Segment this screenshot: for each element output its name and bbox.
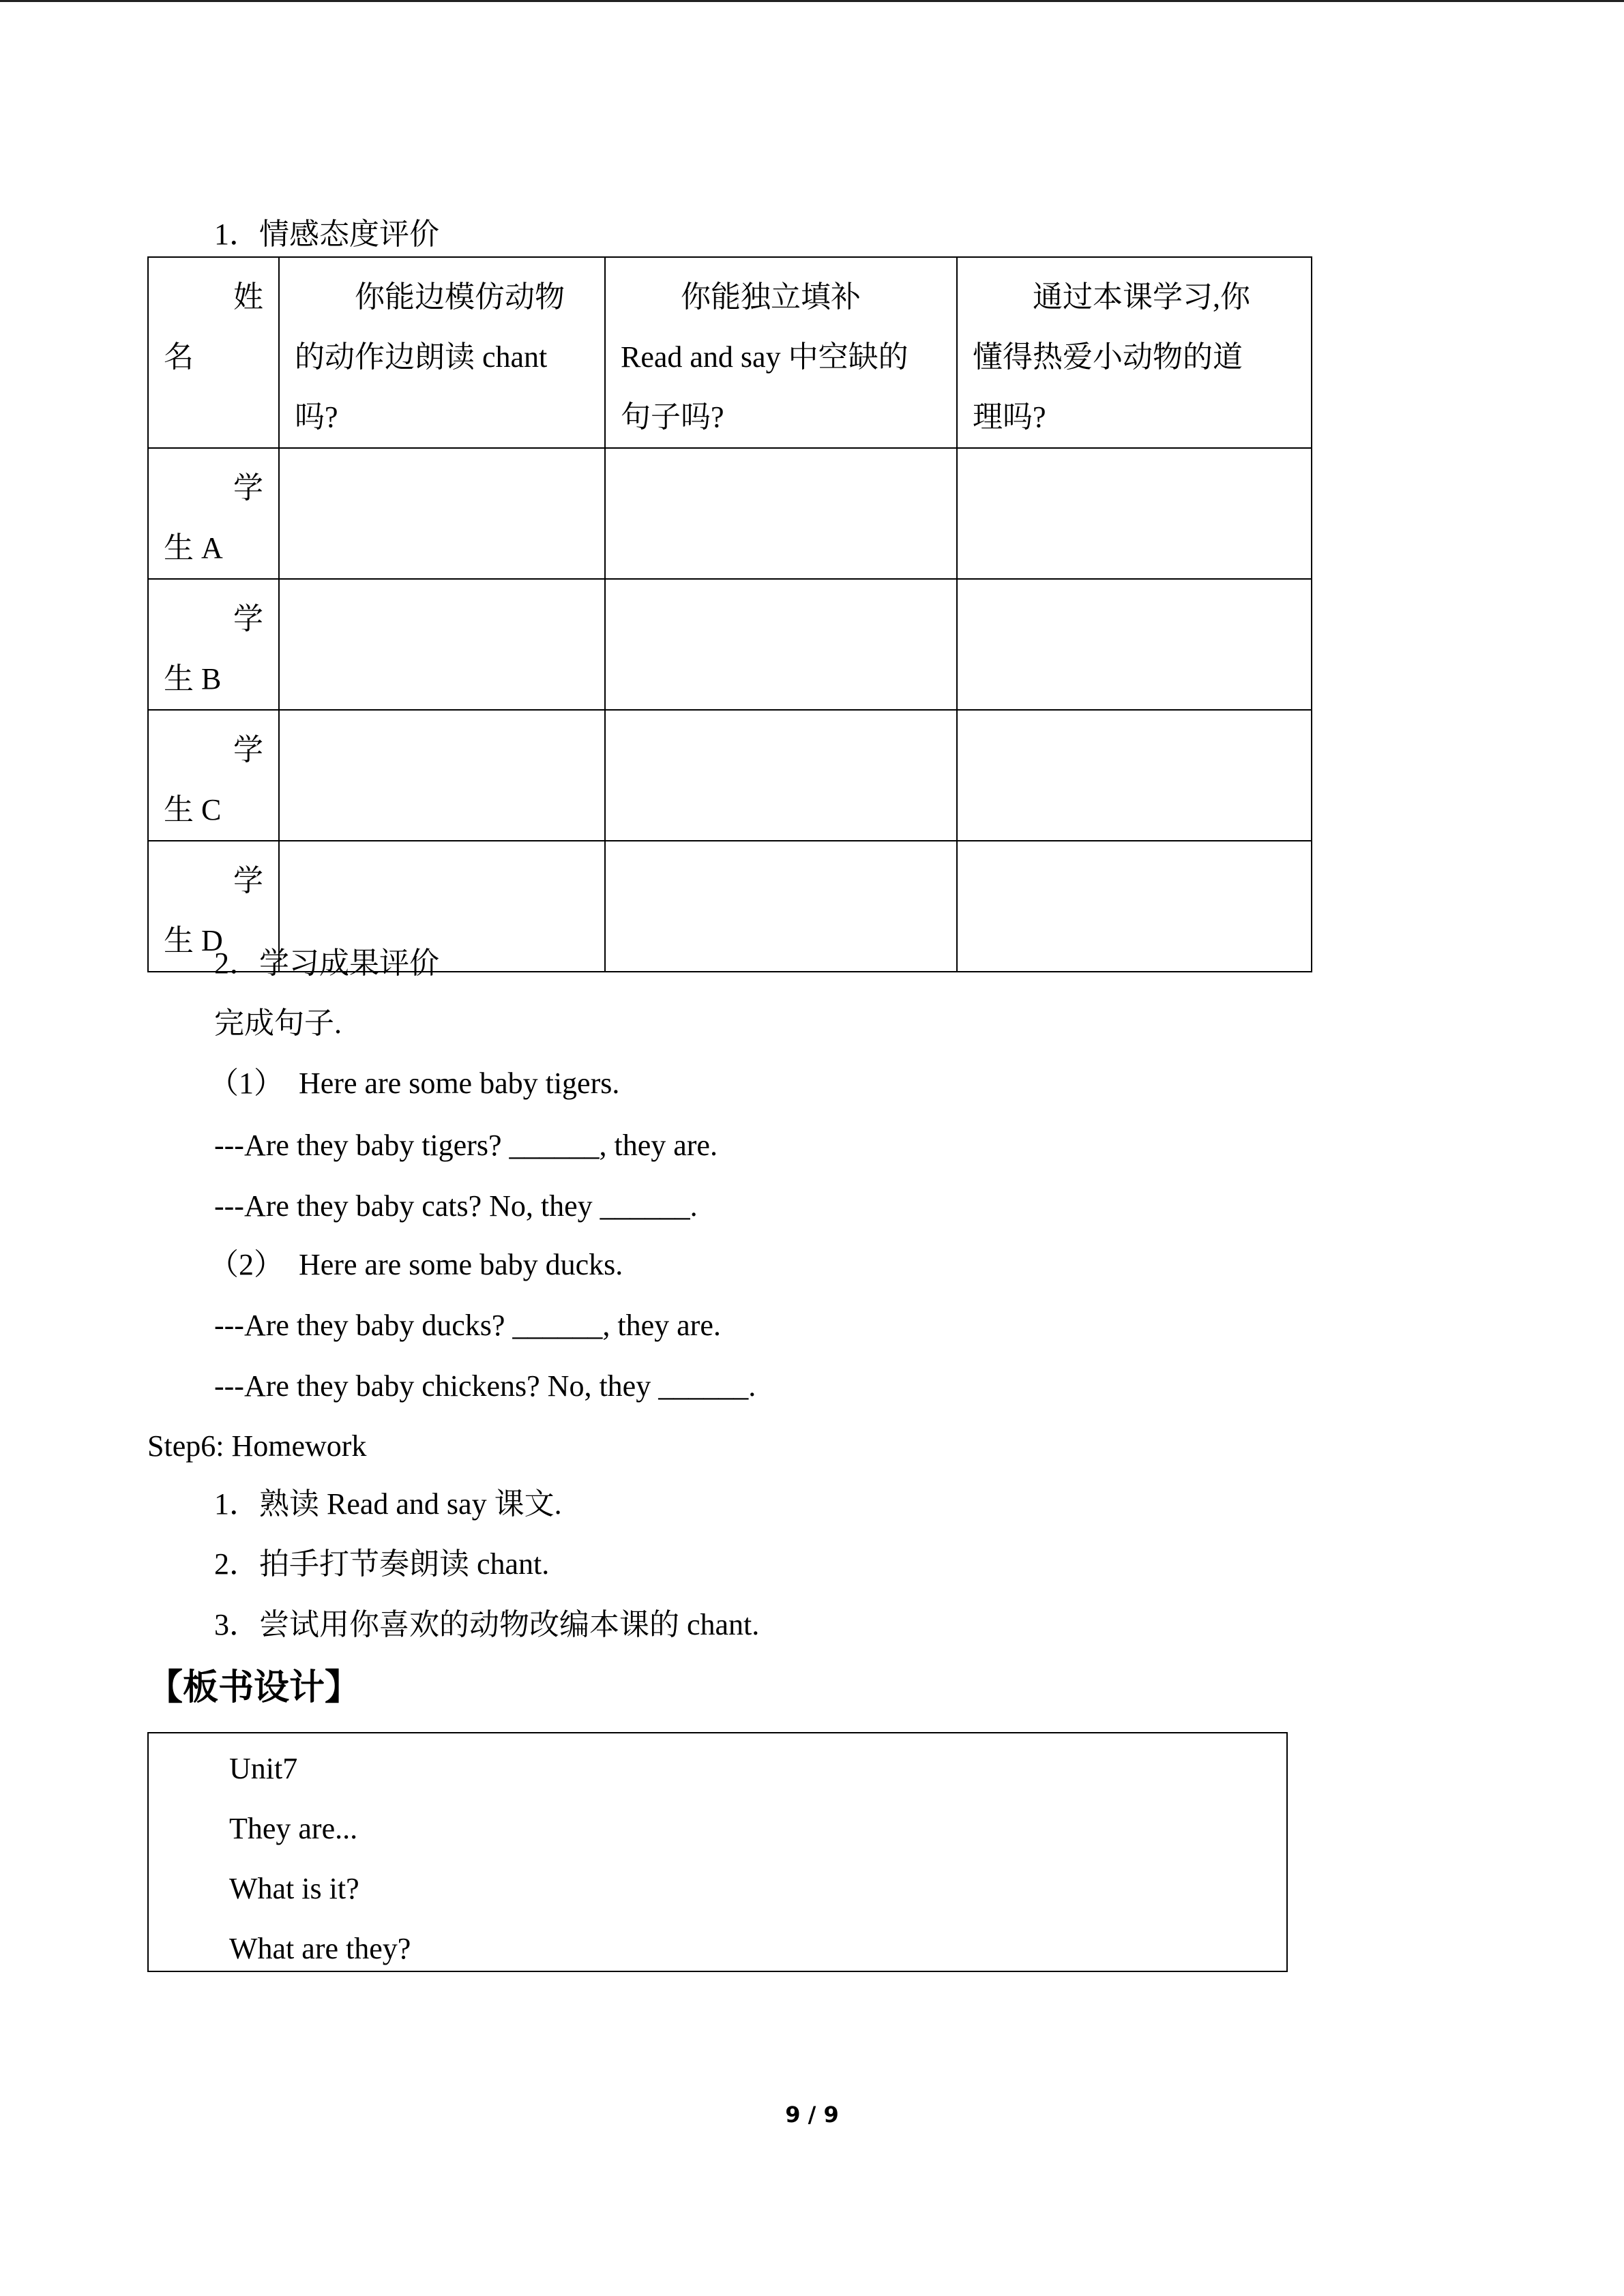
board-line: Unit7 <box>229 1752 298 1785</box>
exercise-line: （1） Here are some baby tigers. <box>209 1067 620 1100</box>
student-name-cell: 学 生 D <box>148 841 279 972</box>
exercise-line: ---Are they baby chickens? No, they ______. <box>214 1369 756 1403</box>
table-row <box>148 448 1312 579</box>
board-line: What is it? <box>229 1872 359 1905</box>
table-row <box>148 579 1312 710</box>
homework-item: 3．尝试用你喜欢的动物改编本课的 chant. <box>214 1608 760 1641</box>
section-2-title: 2．学习成果评价 <box>214 946 439 980</box>
empty-cell <box>279 579 605 710</box>
homework-item: 1．熟读 Read and say 课文. <box>214 1487 562 1521</box>
header-name-cell: 姓 名 <box>148 257 279 448</box>
table-row <box>148 710 1312 841</box>
empty-cell <box>605 448 957 579</box>
header-question-3: 通过本课学习,你 懂得热爱小动物的道 理吗? <box>957 257 1312 448</box>
board-design-heading: 【板书设计】 <box>147 1667 361 1708</box>
section-1-title: 1．情感态度评价 <box>214 218 439 251</box>
board-design-box <box>147 1732 1288 1972</box>
homework-title: Step6: Homework <box>147 1429 367 1463</box>
exercise-line: ---Are they baby cats? No, they ______. <box>214 1189 698 1223</box>
page-number: 9 / 9 <box>785 2102 839 2128</box>
empty-cell <box>279 710 605 841</box>
homework-item: 2．拍手打节奏朗读 chant. <box>214 1547 550 1581</box>
top-border-line <box>0 0 1624 2</box>
header-question-1: 你能边模仿动物 的动作边朗读 chant 吗? <box>279 257 605 448</box>
student-name-cell: 学 生 C <box>148 710 279 841</box>
empty-cell <box>279 448 605 579</box>
table-header-row <box>148 257 1312 448</box>
board-line: They are... <box>229 1812 358 1845</box>
empty-cell <box>957 448 1312 579</box>
exercise-line: ---Are they baby tigers? ______, they are. <box>214 1129 718 1162</box>
section-2-instruction: 完成句子. <box>214 1007 342 1040</box>
empty-cell <box>957 579 1312 710</box>
empty-cell <box>957 841 1312 972</box>
exercise-line: （2） Here are some baby ducks. <box>209 1248 623 1281</box>
empty-cell <box>605 710 957 841</box>
exercise-line: ---Are they baby ducks? ______, they are. <box>214 1309 721 1342</box>
empty-cell <box>605 579 957 710</box>
header-question-2: 你能独立填补 Read and say 中空缺的 句子吗? <box>605 257 957 448</box>
empty-cell <box>957 710 1312 841</box>
student-name-cell: 学 生 B <box>148 579 279 710</box>
board-line: What are they? <box>229 1932 411 1965</box>
attitude-evaluation-table <box>147 256 1312 972</box>
empty-cell <box>605 841 957 972</box>
student-name-cell: 学 生 A <box>148 448 279 579</box>
